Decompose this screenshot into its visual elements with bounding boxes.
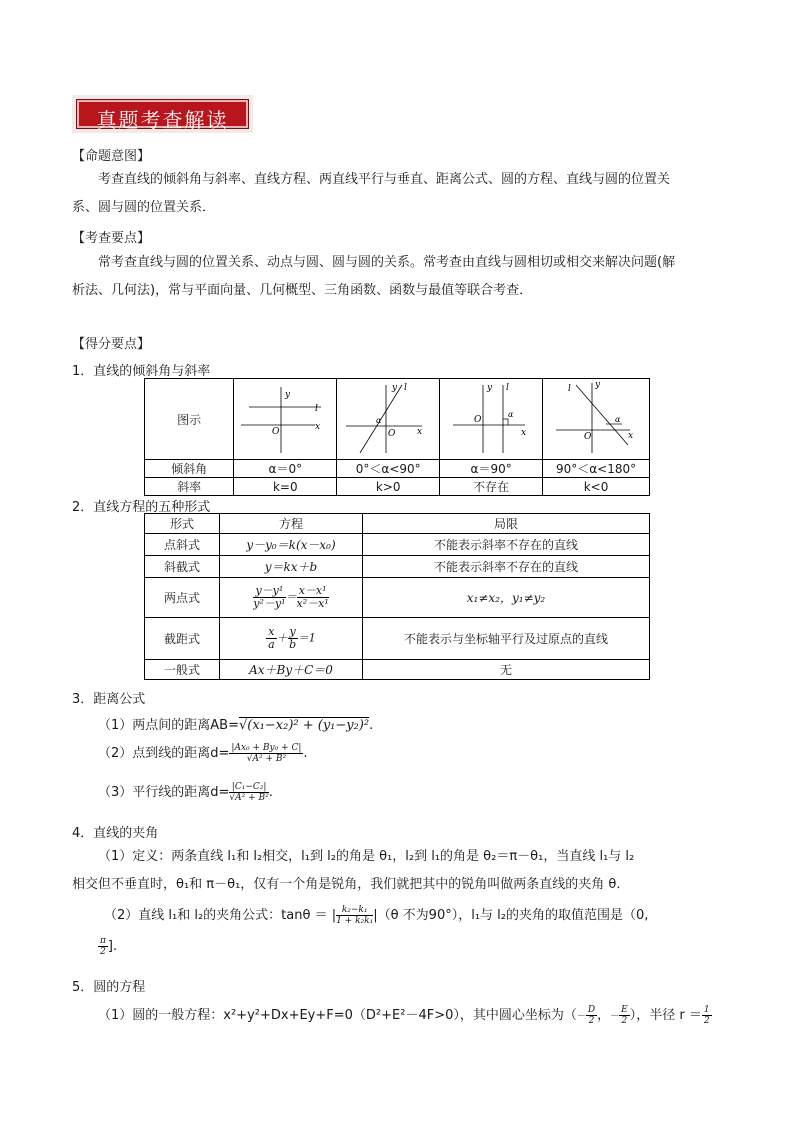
intent-text-line2: 系、圆与圆的位置关系． [72, 200, 216, 215]
fraction-numerator: |Ax₀ + By₀ + C| [231, 743, 302, 753]
two-point-left-fraction [253, 585, 285, 610]
origin-label: O [584, 432, 592, 442]
slope-table [144, 378, 650, 496]
line-equation-table [144, 513, 650, 680]
s3-item3-fraction [229, 782, 268, 803]
period: . [303, 746, 308, 761]
fraction-denominator: 2 [703, 1016, 710, 1026]
eq-point-slope: y－y₀＝k(x－x₀) [220, 534, 363, 556]
axes-figure-horizontal [235, 379, 335, 456]
fraction-denominator: 2 [100, 947, 106, 957]
limit-intercept: 不能表示与坐标轴平行及过原点的直线 [363, 618, 650, 660]
s3-item1-prefix: （1）两点间的距离AB= [98, 718, 239, 733]
section-banner [72, 95, 253, 133]
form-two-point: 两点式 [145, 578, 220, 618]
alpha-label: α [615, 415, 621, 424]
fraction-numerator: x－x¹ [297, 585, 329, 598]
fraction-denominator: y²－y¹ [253, 597, 286, 610]
alpha-label: α [376, 416, 382, 425]
s3-item1 [98, 714, 373, 733]
axes-figure-vertical [441, 379, 541, 456]
figure-cell-4 [543, 379, 650, 460]
s5-p1-prefix: （1）圆的一般方程：x²+y²+Dx+Ey+F=0（D²+E²－4F>0），其中圆心坐标为（ [98, 1008, 577, 1023]
center-y-fraction [619, 1005, 630, 1026]
axis-y-label: y [392, 383, 398, 393]
intercept-x-fraction [266, 626, 276, 651]
axis-x-label: x [315, 422, 321, 432]
fraction-numerator: x [268, 625, 275, 638]
header-limit: 局限 [363, 514, 650, 534]
line-label: l [568, 384, 571, 394]
axis-x-label: x [521, 428, 527, 438]
fraction-denominator: 1 + k₂k₁ [336, 916, 374, 926]
s3-item3-prefix: （3）平行线的距离d= [98, 785, 230, 800]
eq-intercept: $\frac{x}{a}$ ＋ $\frac{y}{b}$ ＝1 [220, 618, 363, 660]
axis-x-label: x [628, 431, 634, 441]
s1-heading: 1．直线的倾斜角与斜率 [72, 364, 211, 379]
form-point-slope: 点斜式 [145, 534, 220, 556]
period: . [369, 718, 374, 733]
s4-p1-line1: （1）定义：两条直线 l₁和 l₂相交，l₁到 l₂的角是 θ₁，l₂到 l₁的角是 θ₂＝π－θ₁，当直线 l₁与 l₂ [98, 849, 635, 864]
period: . [268, 785, 273, 800]
banner-frame [76, 99, 249, 132]
angle-cell-1: α＝0° [234, 460, 337, 478]
s4-p1-line2: 相交但不垂直时，θ₁和 π－θ₁，仅有一个角是锐角，我们就把其中的锐角叫做两条直线的夹角 θ． [72, 877, 630, 892]
figure-cell-3 [440, 379, 543, 460]
pi-over-2-fraction [98, 936, 108, 957]
s4-p2-suffix: |（θ 不为90°），l₁与 l₂的夹角的取值范围是（0, [373, 908, 649, 923]
s4-p2-prefix: （2）直线 l₁和 l₂的夹角公式：tanθ ＝ | [104, 908, 337, 923]
fraction-numerator: E [621, 1005, 628, 1015]
intent-text-line1: 考查直线的倾斜角与斜率、直线方程、两直线平行与垂直、距离公式、圆的方程、直线与圆的位置关 [98, 172, 671, 187]
s5-heading: 5．圆的方程 [72, 980, 146, 995]
header-equation: 方程 [220, 514, 363, 534]
fraction-denominator: x²－x¹ [296, 597, 329, 610]
limit-two-point: x₁≠x₂，y₁≠y₂ [363, 578, 650, 618]
form-slope-intercept: 斜截式 [145, 556, 220, 578]
line-label: l [404, 383, 408, 393]
line-label: l [315, 404, 319, 414]
alpha-label: α [508, 410, 514, 419]
intent-tag: 【命题意图】 [72, 149, 151, 164]
slope-cell-2: k>0 [337, 478, 440, 496]
two-point-right-fraction [297, 585, 329, 610]
row-label-figure: 图示 [145, 379, 234, 460]
fraction-denominator: b [289, 638, 297, 651]
row-label-slope: 斜率 [145, 478, 234, 496]
fraction-numerator: y－y¹ [253, 585, 285, 598]
points-text-line1: 常考查直线与圆的位置关系、动点与圆、圆与圆的关系。常考查由直线与圆相切或相交来解决问题(解 [98, 255, 676, 270]
points-tag: 【考查要点】 [72, 231, 151, 246]
intercept-rhs: ＝1 [297, 631, 316, 645]
axis-y-label: y [285, 390, 291, 400]
origin-label: O [474, 415, 482, 425]
row-label-angle: 倾斜角 [145, 460, 234, 478]
points-text-line2: 析法、几何法)，常与平面向量、几何概型、三角函数、函数与最值等联合考查． [72, 283, 533, 298]
figure-cell-1 [234, 379, 337, 460]
s3-item2-prefix: （2）点到线的距离d= [98, 746, 230, 761]
radius-fraction [702, 1005, 712, 1026]
axes-figure-positive-slope [338, 379, 438, 456]
origin-label: O [388, 429, 396, 439]
angle-cell-4: 90°＜α<180° [543, 460, 650, 478]
axes-figure-negative-slope [544, 379, 648, 456]
score-tag: 【得分要点】 [72, 337, 151, 352]
eq-two-point: $\frac{\text{y－y¹}}{\text{y²－y¹}}$ ＝ $\frac{\text{x－x¹}}{\text{x²－x¹}}$ [220, 578, 363, 618]
s5-p1: （1）圆的一般方程：x²+y²+Dx+Ey+F=0（D²+E²－4F>0），其中圆心坐标为（－ $\frac{D}{2}$ ，－ $\frac{E}{2}$ ），半径 r ＝ $\frac{1}{2}$ [98, 1005, 710, 1026]
banner-title: 真题考查解读 [96, 108, 229, 132]
fraction-denominator: √A² + B² [246, 754, 287, 764]
fraction-denominator: √A² + B² [229, 793, 269, 803]
s2-heading: 2．直线方程的五种形式 [72, 500, 211, 515]
fraction-denominator: a [268, 638, 275, 651]
tan-fraction [336, 905, 373, 926]
fraction-numerator: y [289, 625, 296, 638]
fraction-numerator: k₂−k₁ [336, 905, 373, 916]
fraction-numerator: |C₁−C₂| [229, 782, 268, 793]
header-form: 形式 [145, 514, 220, 534]
s3-item3 [98, 781, 273, 803]
intercept-y-fraction [288, 626, 298, 651]
limit-point-slope: 不能表示斜率不存在的直线 [363, 534, 650, 556]
slope-cell-1: k=0 [234, 478, 337, 496]
angle-cell-3: α＝90° [440, 460, 543, 478]
limit-general: 无 [363, 660, 650, 680]
line-label: l [506, 383, 510, 393]
axis-x-label: x [417, 427, 423, 437]
fraction-numerator: π [100, 936, 106, 946]
range-tail: ]. [107, 939, 118, 954]
s3-item2 [98, 742, 308, 764]
fraction-denominator: 2 [588, 1016, 595, 1026]
center-x-fraction [586, 1005, 597, 1026]
s4-p2-line1 [104, 904, 648, 926]
s5-p1-suffix: ），半径 r ＝ [629, 1008, 702, 1023]
axis-y-label: y [595, 380, 601, 390]
fraction-numerator: D [587, 1005, 596, 1015]
origin-label: O [272, 427, 280, 437]
figure-cell-2 [337, 379, 440, 460]
form-general: 一般式 [145, 660, 220, 680]
angle-cell-2: 0°＜α<90° [337, 460, 440, 478]
limit-slope-intercept: 不能表示斜率不存在的直线 [363, 556, 650, 578]
slope-cell-3: 不存在 [440, 478, 543, 496]
slope-cell-4: k<0 [543, 478, 650, 496]
eq-general: Ax＋By＋C＝0 [220, 660, 363, 680]
s4-heading: 4．直线的夹角 [72, 826, 159, 841]
fraction-numerator: 1 [703, 1005, 710, 1015]
axis-y-label: y [487, 383, 493, 393]
fraction-denominator: 2 [621, 1016, 628, 1026]
s4-p2-line2 [98, 936, 117, 957]
form-intercept: 截距式 [145, 618, 220, 660]
eq-slope-intercept: y＝kx＋b [220, 556, 363, 578]
s3-heading: 3．距离公式 [72, 692, 146, 707]
s3-item1-formula: √(x₁−x₂)² + (y₁−y₂)² [238, 718, 370, 733]
s3-item2-fraction [229, 743, 303, 764]
